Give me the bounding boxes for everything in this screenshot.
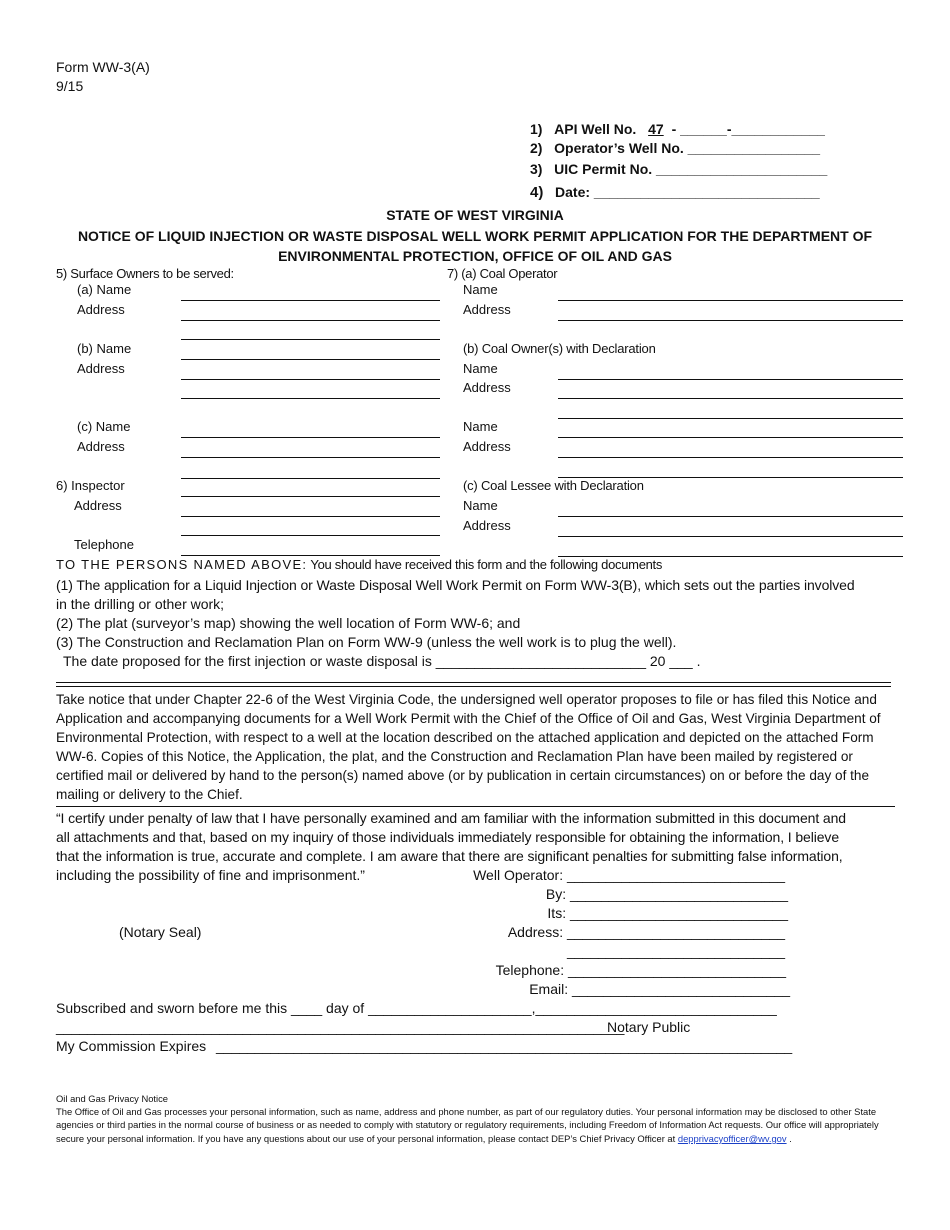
surface-owner-c-address-label: Address — [77, 439, 125, 454]
title-office: ENVIRONMENTAL PROTECTION, OFFICE OF OIL AND GAS — [278, 248, 672, 264]
coal-owner-2-name-label: Name — [463, 419, 498, 434]
commission-expires-line[interactable]: __________________________________________________________________________ — [216, 1038, 793, 1054]
surface-owner-b-name-label: (b) Name — [77, 341, 132, 356]
divider-double-bottom — [56, 686, 891, 687]
coal-owner-2-address-input[interactable] — [558, 457, 903, 458]
date-label: Date: _____________________________ — [555, 184, 820, 200]
privacy-notice — [56, 1105, 894, 1145]
coal-operator-name-input[interactable] — [558, 300, 903, 301]
coal-owner-2-name-input[interactable] — [558, 437, 903, 438]
address-field-2[interactable]: ____________________________ — [566, 943, 785, 959]
field-number: 1) — [530, 121, 543, 137]
uic-permit-label: UIC Permit No. ______________________ — [554, 161, 828, 177]
api-well-label: API Well No. — [554, 121, 637, 137]
operator-well-field[interactable] — [530, 140, 820, 156]
form-revision: 9/15 — [56, 78, 84, 94]
surface-owner-b-address-input-2[interactable] — [181, 398, 440, 399]
title-state: STATE OF WEST VIRGINIA — [386, 207, 564, 223]
proposed-date-line: The date proposed for the first injection or waste disposal is ___________________________ 20 ___ . — [63, 653, 701, 669]
certify-line-4: including the possibility of fine and imprisonment.” — [56, 867, 365, 883]
api-well-blank: - ______-____________ — [671, 121, 825, 137]
field-number: 3) — [530, 161, 543, 177]
to-persons-notice — [56, 557, 662, 573]
coal-owner-2-address-label: Address — [463, 439, 511, 454]
inspector-telephone-input[interactable] — [181, 555, 440, 556]
uic-permit-field[interactable] — [530, 161, 827, 177]
surface-owner-b-address-input[interactable] — [181, 379, 440, 380]
document-item-2: (2) The plat (surveyor’s map) showing the well location of Form WW-6; and — [56, 615, 521, 631]
notary-public-label: Notary Public — [607, 1019, 691, 1035]
address-field[interactable]: Address: ____________________________ — [507, 924, 785, 940]
well-operator-field[interactable]: Well Operator: ____________________________ — [473, 867, 785, 883]
to-persons-heading: TO THE PERSONS NAMED ABOVE: — [56, 557, 308, 572]
notary-signature-line[interactable]: _________________________________________________________________________ — [56, 1019, 625, 1035]
commission-expires-label: My Commission Expires — [56, 1038, 207, 1054]
divider-double-top — [56, 682, 891, 683]
surface-owner-b-name-input[interactable] — [181, 359, 440, 360]
operator-well-label: Operator’s Well No. _________________ — [554, 140, 821, 156]
surface-owner-a-address-label: Address — [77, 302, 125, 317]
inspector-address-input-2[interactable] — [181, 535, 440, 536]
date-field[interactable] — [530, 184, 820, 201]
its-field[interactable]: Its: ____________________________ — [547, 905, 788, 921]
coal-owner-address-input-2[interactable] — [558, 418, 903, 419]
coal-owner-address-label: Address — [463, 380, 511, 395]
inspector-name-input[interactable] — [181, 496, 440, 497]
surface-owner-c-name-label: (c) Name — [77, 419, 131, 434]
surface-owner-a-address-input-2[interactable] — [181, 339, 440, 340]
by-field[interactable]: By: ____________________________ — [545, 886, 788, 902]
surface-owner-c-name-input[interactable] — [181, 437, 440, 438]
certify-line-2: all attachments and that, based on my inquiry of those individuals immediately responsible for obtaining the information, I believe — [56, 829, 840, 845]
to-persons-text: You should have received this form and the following documents — [307, 557, 663, 572]
title-notice: NOTICE OF LIQUID INJECTION OR WASTE DISPOSAL WELL WORK PERMIT APPLICATION FOR THE DEPARTMENT OF — [77, 228, 873, 244]
inspector-address-input[interactable] — [181, 516, 440, 517]
surface-owner-a-address-input[interactable] — [181, 320, 440, 321]
surface-owner-b-address-label: Address — [77, 361, 125, 376]
coal-operator-address-input[interactable] — [558, 320, 903, 321]
surface-owners-heading: 5) Surface Owners to be served: — [56, 266, 234, 281]
subscribed-sworn-line[interactable]: Subscribed and sworn before me this ____ day of _____________________,_______________________________ — [56, 1000, 777, 1016]
coal-operator-name-label: Name — [463, 282, 498, 297]
api-well-field[interactable] — [530, 121, 825, 137]
coal-operator-heading: 7) (a) Coal Operator — [447, 266, 558, 281]
document-item-1: (1) The application for a Liquid Injection or Waste Disposal Well Work Permit on Form WW-3(B), which sets out the parties involved — [56, 577, 855, 593]
inspector-address-label: Address — [74, 498, 122, 513]
inspector-label: 6) Inspector — [56, 478, 125, 493]
email-field[interactable]: Email: ____________________________ — [529, 981, 790, 997]
coal-operator-address-label: Address — [463, 302, 511, 317]
coal-lessee-heading: (c) Coal Lessee with Declaration — [463, 478, 644, 493]
field-number: 2) — [530, 140, 543, 156]
notary-seal-label: (Notary Seal) — [119, 924, 202, 940]
coal-owner-name-input[interactable] — [558, 379, 903, 380]
telephone-field[interactable]: Telephone: ____________________________ — [495, 962, 786, 978]
coal-lessee-address-input[interactable] — [558, 536, 903, 537]
privacy-tail: . — [786, 1132, 792, 1144]
privacy-heading: Oil and Gas Privacy Notice — [56, 1093, 169, 1104]
certify-line-3: that the information is true, accurate and complete. I am aware that there are significant penalties for submitting false information, — [56, 848, 843, 864]
coal-owner-2-address-input-2[interactable] — [558, 477, 903, 478]
surface-owner-a-name-label: (a) Name — [77, 282, 132, 297]
field-number: 4) — [530, 184, 544, 201]
coal-owner-name-label: Name — [463, 361, 498, 376]
document-item-1-cont: in the drilling or other work; — [56, 596, 225, 612]
document-item-3: (3) The Construction and Reclamation Plan on Form WW-9 (unless the well work is to plug the well). — [56, 634, 677, 650]
surface-owner-c-address-input-2[interactable] — [181, 478, 440, 479]
certify-line-1: “I certify under penalty of law that I have personally examined and am familiar with the information submitted in this document and — [56, 810, 846, 826]
coal-owner-address-input[interactable] — [558, 398, 903, 399]
surface-owner-c-address-input[interactable] — [181, 457, 440, 458]
coal-owner-heading: (b) Coal Owner(s) with Declaration — [463, 341, 656, 356]
inspector-telephone-label: Telephone — [74, 537, 134, 552]
coal-lessee-address-label: Address — [463, 518, 511, 533]
privacy-body: The Office of Oil and Gas processes your personal information, such as name, address and phone number, as part of our regulatory duties. Your personal information may be disclosed to other State agencies or third parties in the normal course of business or as needed to comply with statutory or regulatory requirements, including Freedom of Information Act requests. Our office will appropriately secure your personal information. If you have any questions about our use of your personal information, please contact DEP’s Chief Privacy Officer at — [56, 1106, 879, 1144]
coal-lessee-name-input[interactable] — [558, 516, 903, 517]
privacy-email-link[interactable]: depprivacyofficer@wv.gov — [677, 1132, 787, 1144]
surface-owner-a-name-input[interactable] — [181, 300, 440, 301]
coal-lessee-name-label: Name — [463, 498, 498, 513]
divider-certify — [56, 806, 895, 807]
take-notice-paragraph: Take notice that under Chapter 22-6 of the West Virginia Code, the undersigned well operator proposes to file or has filed this Notice and Application and accompanying documents for a Well Work Permit with the Chief of the Office of Oil and Gas, West Virginia Department of Environmental Protection, with respect to a well at the location described on the attached application and depicted on the attached Form WW-6. Copies of this Notice, the Application, the plat, and the Construction and Reclamation Plan have been mailed by registered or certified mail or delivered by hand to the person(s) named above (or by publication in certain circumstances) on or before the day of the mailing or delivery to the Chief. — [56, 692, 881, 802]
api-state-code: 47 — [648, 121, 664, 137]
form-id: Form WW-3(A) — [56, 59, 150, 75]
